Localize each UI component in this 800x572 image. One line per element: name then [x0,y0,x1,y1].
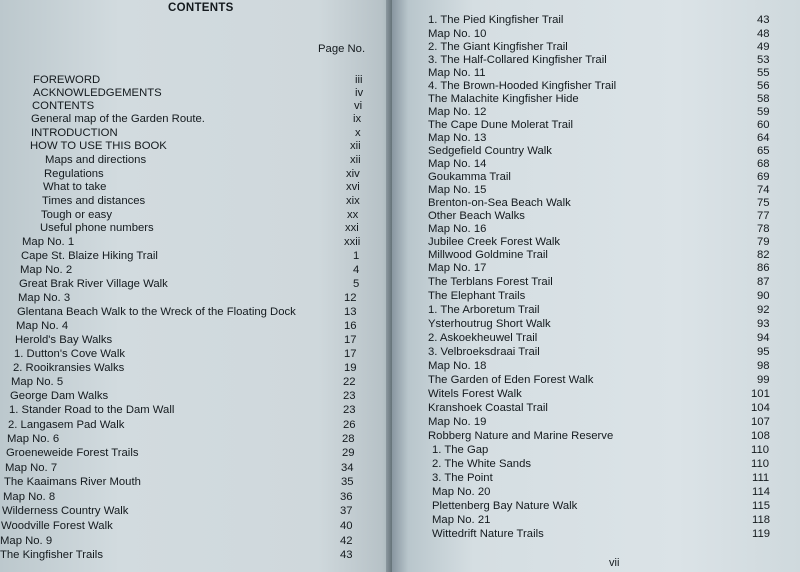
toc-entry [18,292,357,304]
toc-entry-title: Map No. 15 [428,184,487,196]
page-folio-number: vii [609,557,620,569]
toc-entry-title: The Garden of Eden Forest Walk [428,374,594,386]
toc-entry-page: 16 [344,320,357,332]
toc-entry [428,236,770,248]
toc-entry-title: 2. Askoekheuwel Trail [428,332,538,344]
toc-entry-title: 3. The Half-Collared Kingfisher Trail [428,54,607,66]
left-page [0,0,398,572]
toc-entry-title: Map No. 12 [428,106,487,118]
toc-entry [32,100,363,112]
toc-entry-title: CONTENTS [32,100,95,112]
toc-entry [428,119,770,131]
toc-entry-page: 77 [757,210,770,222]
toc-entry [428,28,770,40]
toc-entry [428,106,770,118]
toc-entry [7,433,355,445]
toc-entry-title: Millwood Goldmine Trail [428,249,548,261]
toc-entry-title: 2. Rooikransies Walks [13,362,125,374]
toc-entry-title: Sedgefield Country Walk [428,145,552,157]
toc-entry [428,41,770,53]
toc-entry-title: 2. The Giant Kingfisher Trail [428,41,568,53]
toc-entry-title: Other Beach Walks [428,210,525,222]
toc-entry-title: Groeneweide Forest Trails [6,447,139,459]
toc-entry [428,210,770,222]
toc-entry [428,80,770,92]
toc-entry [11,376,356,388]
toc-entry-page: 49 [757,41,770,53]
toc-entry-title: Map No. 7 [5,462,58,474]
toc-entry [45,154,361,166]
toc-entry-page: 23 [343,390,356,402]
toc-entry-page: iv [355,87,364,99]
toc-entry-page: ix [353,113,362,125]
toc-entry-title: HOW TO USE THIS BOOK [30,140,167,152]
toc-entry-title: General map of the Garden Route. [31,113,205,125]
toc-entry [428,262,770,274]
toc-entry [16,320,357,332]
toc-entry-title: Robberg Nature and Marine Reserve [428,430,614,442]
toc-entry-page: 43 [757,14,770,26]
toc-entry-title: The Terblans Forest Trail [428,276,553,288]
toc-entry-page: 115 [752,500,771,512]
toc-entry-page: 86 [757,262,770,274]
toc-entry-title: Glentana Beach Walk to the Wreck of the Floating Dock [17,306,296,318]
toc-entry-title: Wittedrift Nature Trails [432,528,544,540]
toc-entry [6,447,355,459]
toc-entry-page: 58 [757,93,770,105]
toc-entry-page: xiv [346,168,360,180]
toc-entry [8,419,356,431]
toc-entry-title: Brenton-on-Sea Beach Walk [428,197,571,209]
toc-entry-page: 111 [752,472,770,484]
toc-entry [432,444,770,456]
toc-entry-title: 1. The Arboretum Trail [428,304,540,316]
toc-entry-page: 108 [751,430,770,442]
toc-entry-title: Map No. 9 [0,535,53,547]
toc-entry-page: 43 [340,549,353,561]
toc-entry [428,430,770,442]
toc-entry-title: 1. The Gap [432,444,489,456]
toc-entry-title: Regulations [44,168,104,180]
toc-entry [1,520,353,532]
toc-entry-page: xx [347,209,359,221]
toc-entry-title: 4. The Brown-Hooded Kingfisher Trail [428,80,617,92]
toc-entry [15,334,357,346]
toc-entry [40,222,359,234]
toc-entry-page: 36 [340,491,353,503]
toc-entry [428,223,770,235]
toc-entry-page: 94 [757,332,770,344]
toc-entry-title: Woodville Forest Walk [1,520,113,532]
toc-entry-title: Map No. 13 [428,132,487,144]
toc-entry-page: 82 [757,249,770,261]
toc-entry [428,416,770,428]
toc-entry [428,374,770,386]
toc-entry-page: 118 [752,514,771,526]
toc-entry-page: 101 [751,388,770,400]
toc-entry [4,476,354,488]
page-no-column-header: Page No. [318,43,366,55]
toc-entry-title: The Kingfisher Trails [0,549,103,561]
toc-entry [428,67,770,79]
right-page [392,0,800,572]
toc-entry [42,195,360,207]
toc-entry [428,54,770,66]
toc-entry [432,458,770,470]
toc-entry [17,306,357,318]
toc-entry [9,404,356,416]
toc-entry-page: 79 [757,236,770,248]
toc-entry-title: Maps and directions [45,154,147,166]
toc-entry [428,360,770,372]
toc-entry-title: Map No. 6 [7,433,60,445]
toc-entry-title: Witels Forest Walk [428,388,522,400]
toc-entry-page: 87 [757,276,770,288]
toc-entry-title: George Dam Walks [10,390,109,402]
toc-entry-page: 119 [752,528,771,540]
toc-entry [428,276,770,288]
toc-entry-page: 53 [757,54,770,66]
toc-entry [428,402,770,414]
toc-entry [432,500,771,512]
toc-entry-title: 1. Stander Road to the Dam Wall [9,404,175,416]
toc-entry [428,388,770,400]
toc-entry [428,346,770,358]
toc-entry-title: 2. Langasem Pad Walk [8,419,125,431]
toc-entry [20,264,360,276]
toc-entry [33,87,364,99]
toc-entry-title: Map No. 16 [428,223,487,235]
toc-entry-page: 98 [757,360,770,372]
toc-entry [31,127,361,139]
toc-entry-page: 19 [344,362,357,374]
toc-entry-page: 74 [757,184,770,196]
toc-entry-title: Plettenberg Bay Nature Walk [432,500,578,512]
toc-entry-page: vi [354,100,363,112]
toc-entry [2,505,353,517]
toc-entry [30,140,361,152]
toc-entry [0,535,353,547]
toc-entry-title: Map No. 10 [428,28,487,40]
toc-entry-title: Goukamma Trail [428,171,511,183]
toc-entry [44,168,360,180]
toc-entry-title: 3. Velbroeksdraai Trail [428,346,540,358]
toc-entry-page: 110 [751,458,770,470]
toc-entry-page: 92 [757,304,770,316]
toc-entry-page: 104 [751,402,770,414]
toc-entry-title: Jubilee Creek Forest Walk [428,236,561,248]
toc-entry [428,158,770,170]
toc-entry-title: What to take [43,181,107,193]
toc-entry-title: Cape St. Blaize Hiking Trail [21,250,158,262]
toc-entry-page: 78 [757,223,770,235]
toc-entry-title: Map No. 8 [3,491,56,503]
toc-entry [33,74,363,86]
toc-entry-title: FOREWORD [33,74,101,86]
toc-entry-page: 95 [757,346,770,358]
toc-entry-page: xvi [346,181,360,193]
toc-entry-page: 48 [757,28,770,40]
toc-entry-page: 12 [344,292,357,304]
toc-entry-page: x [355,127,361,139]
toc-entry-title: Map No. 14 [428,158,487,170]
toc-entry [19,278,360,290]
toc-entry-page: xxii [344,236,361,248]
toc-entry-page: 93 [757,318,770,330]
toc-entry [428,197,770,209]
toc-entry-title: Useful phone numbers [40,222,154,234]
toc-entry-title: The Malachite Kingfisher Hide [428,93,579,105]
toc-entry-page: 110 [751,444,770,456]
toc-entry-page: 42 [340,535,353,547]
toc-entry-title: Great Brak River Village Walk [19,278,168,290]
toc-entry [428,93,770,105]
toc-entry-title: INTRODUCTION [31,127,118,139]
toc-entry-page: iii [355,74,363,86]
toc-entry-title: Ysterhoutrug Short Walk [428,318,551,330]
toc-entry [41,209,359,221]
toc-entry-title: 2. The White Sands [432,458,532,470]
toc-entry-title: Map No. 4 [16,320,69,332]
toc-entry-page: xii [350,154,361,166]
toc-entry [21,250,360,262]
toc-entry [14,348,357,360]
toc-entry-title: 3. The Point [432,472,493,484]
toc-entry-page: 69 [757,171,770,183]
toc-entry-page: xxi [345,222,359,234]
toc-entry [432,472,770,484]
toc-entry-page: 68 [757,158,770,170]
toc-entry-page: 29 [342,447,355,459]
toc-entry-title: Map No. 11 [428,67,486,79]
toc-entry-page: 107 [751,416,770,428]
toc-entry-title: 1. The Pied Kingfisher Trail [428,14,564,26]
toc-entry-title: The Elephant Trails [428,290,526,302]
toc-entry-page: 59 [757,106,770,118]
toc-entry [428,290,770,302]
toc-entry [428,145,770,157]
toc-entry-page: 26 [343,419,356,431]
toc-entry [428,14,770,26]
toc-entry-title: Map No. 1 [22,236,75,248]
toc-entry-title: Wilderness Country Walk [2,505,129,517]
toc-entry-page: 17 [344,348,357,360]
toc-entry-page: xii [350,140,361,152]
toc-entry [3,491,353,503]
toc-entry-title: ACKNOWLEDGEMENTS [33,87,162,99]
toc-entry-title: The Kaaimans River Mouth [4,476,141,488]
toc-entry-title: 1. Dutton's Cove Walk [14,348,125,360]
toc-entry-title: The Cape Dune Molerat Trail [428,119,574,131]
toc-entry-page: 56 [757,80,770,92]
toc-entry [31,113,362,125]
toc-entry-page: 114 [752,486,771,498]
toc-entry-page: 34 [341,462,354,474]
toc-entry-page: 22 [343,376,356,388]
toc-entry [428,332,770,344]
toc-entry-page: 13 [344,306,357,318]
toc-entry [5,462,354,474]
toc-entry-title: Kranshoek Coastal Trail [428,402,548,414]
toc-entry-title: Times and distances [42,195,146,207]
toc-entry-title: Map No. 17 [428,262,487,274]
toc-entry [13,362,357,374]
toc-entry-title: Map No. 3 [18,292,71,304]
toc-entry [43,181,360,193]
toc-entry [22,236,361,248]
toc-entry-page: 5 [353,278,360,290]
toc-entry-page: 90 [757,290,770,302]
toc-entry-page: 99 [757,374,770,386]
toc-entry [428,184,770,196]
toc-entry-page: 55 [757,67,770,79]
toc-entry-title: Map No. 5 [11,376,64,388]
toc-entry-page: 28 [342,433,355,445]
contents-heading: CONTENTS [168,2,234,14]
toc-entry [428,249,770,261]
toc-entry-page: xix [346,195,360,207]
toc-entry-page: 17 [344,334,357,346]
toc-entry [428,132,770,144]
toc-entry-page: 75 [757,197,770,209]
toc-entry [432,514,771,526]
toc-entry-page: 40 [340,520,353,532]
toc-entry [428,318,770,330]
toc-entry-page: 37 [340,505,353,517]
toc-entry [10,390,356,402]
toc-entry [432,528,771,540]
toc-entry [428,304,770,316]
toc-entry-title: Map No. 19 [428,416,487,428]
toc-entry-page: 64 [757,132,770,144]
toc-entry-page: 4 [353,264,360,276]
toc-entry-page: 1 [353,250,360,262]
toc-entry-title: Map No. 18 [428,360,487,372]
toc-entry-page: 60 [757,119,770,131]
toc-entry-title: Map No. 20 [432,486,491,498]
toc-entry [0,549,353,561]
toc-entry-title: Map No. 2 [20,264,73,276]
toc-entry-title: Tough or easy [41,209,112,221]
toc-entry [432,486,771,498]
toc-entry-page: 35 [341,476,354,488]
toc-entry [428,171,770,183]
toc-entry-title: Herold's Bay Walks [15,334,113,346]
toc-entry-title: Map No. 21 [432,514,491,526]
toc-entry-page: 65 [757,145,770,157]
toc-entry-page: 23 [343,404,356,416]
